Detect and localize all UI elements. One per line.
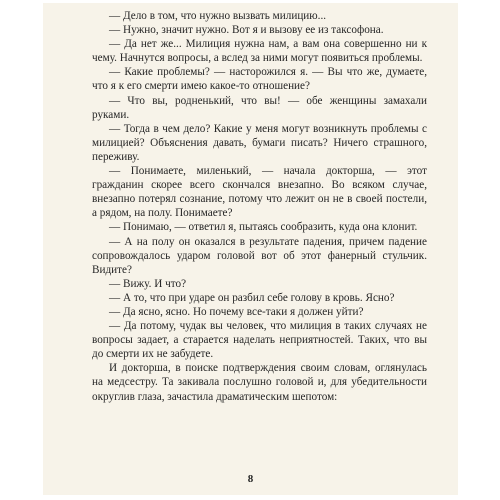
paragraph: — Да нет же... Милиция нужна нам, а вам она совершенно ни к чему. Начнутся вопросы, а вслед за ними могут появиться проблемы. — [92, 38, 427, 65]
paragraph: — А то, что при ударе он разбил себе голову в кровь. Ясно? — [109, 291, 395, 304]
paragraph: — Нужно, значит нужно. Вот я и вызову ее из таксофона. — [109, 24, 384, 37]
paragraph: — Вижу. И что? — [109, 277, 187, 290]
page-number: 8 — [247, 473, 254, 485]
book-page — [43, 3, 458, 495]
body-text — [92, 9, 427, 404]
paragraph: — Да потому, чудак вы человек, что милиция в таких случаях не вопросы задает, а старается наделать неприятностей. Таких, что вы до смерти их не забудете. — [92, 320, 427, 361]
paragraph: — А на полу он оказался в результате падения, причем падение сопровождалось ударом головой вот об этот фанерный стульчик. Видите? — [92, 235, 427, 276]
paragraph: И докторша, в поиске подтверждения своим словам, оглянулась на медсестру. Та закивала послушно головой и, для убедительности округлив глаза, зачастила драматическим шепотом: — [92, 362, 427, 403]
paragraph: — Понимаю, — ответил я, пытаясь сообразить, куда она клонит. — [109, 221, 418, 234]
paragraph: — Понимаете, миленький, — начала докторша, — этот гражданин скорее всего скончался внезапно. Во всяком случае, внезапно потерял сознание, потому что лежит он не в своей постели, а рядом, на полу. Понимаете? — [92, 165, 427, 220]
paragraph: — Тогда в чем дело? Какие у меня могут возникнуть проблемы с милицией? Объяснения давать, бумаги писать? Ничего страшного, переживу. — [92, 122, 427, 163]
paragraph: — Дело в том, что нужно вызвать милицию... — [109, 10, 327, 22]
paragraph: — Что вы, родненький, что вы! — обе женщины замахали руками. — [92, 94, 427, 121]
paragraph: — Какие проблемы? — насторожился я. — Вы что же, думаете, что я к его смерти имею какое-то отношение? — [92, 66, 427, 93]
paragraph: — Да ясно, ясно. Но почему все-таки я должен уйти? — [109, 305, 364, 318]
